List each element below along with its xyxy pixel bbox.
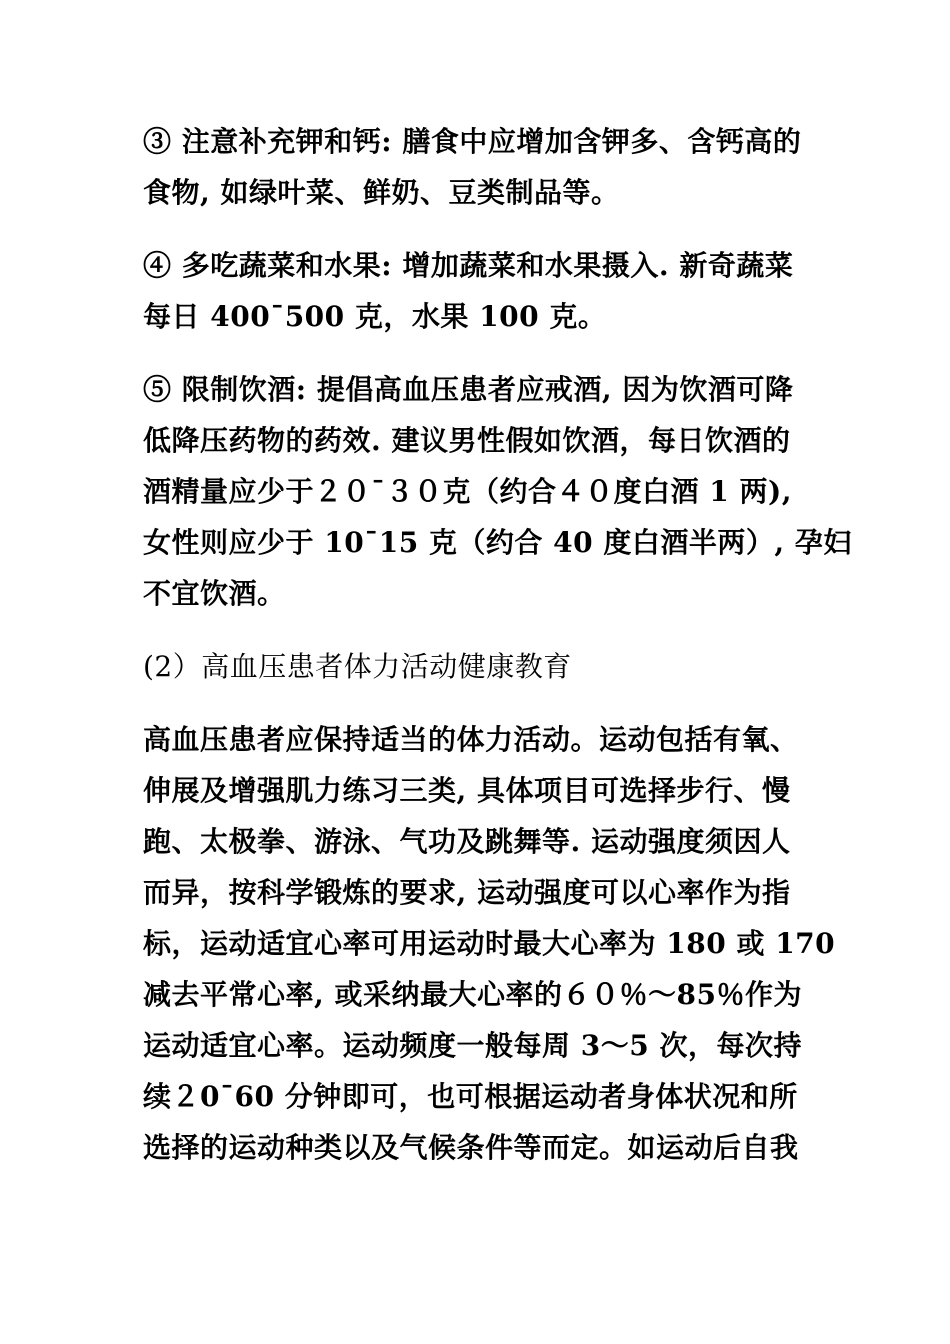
text-line: 伸展及增强肌力练习三类, 具体项目可选择步行、慢	[143, 774, 791, 807]
text-line: 高血压患者应保持适当的体力活动。运动包括有氧、	[143, 723, 799, 756]
text-line: 选择的运动种类以及气候条件等而定。如运动后自我	[143, 1131, 799, 1164]
text-line: 不宜饮酒。	[143, 577, 286, 610]
text-line: 运动适宜心率。运动频度一般每周 3～5 次，每次持	[143, 1029, 802, 1062]
text-line: 续２0¯60 分钟即可，也可根据运动者身体状况和所	[143, 1080, 798, 1113]
paragraph-physical-activity	[143, 714, 836, 1173]
section-heading	[143, 641, 808, 692]
text-line: 酒精量应少于２０¯３０克（约合４０度白酒 1 两),	[143, 475, 792, 508]
text-line: 减去平常心率, 或采纳最大心率的６０％～85％作为	[143, 978, 802, 1011]
text-line: 食物, 如绿叶菜、鲜奶、豆类制品等。	[143, 176, 620, 209]
text-line: ③ 注意补充钾和钙: 膳食中应增加含钾多、含钙高的	[143, 125, 802, 158]
text-line: 女性则应少于 10¯15 克（约合 40 度白酒半两）, 孕妇	[143, 526, 852, 559]
paragraph-vegetables-fruit	[143, 240, 808, 342]
text-line: ⑤ 限制饮酒: 提倡高血压患者应戒酒, 因为饮酒可降	[143, 373, 794, 406]
text-line: 每日 400¯500 克，水果 100 克。	[143, 300, 607, 333]
text-line: 跑、太极拳、游泳、气功及跳舞等. 运动强度须因人	[143, 825, 791, 858]
text-line: 低降压药物的药效. 建议男性假如饮酒，每日饮酒的	[143, 424, 791, 457]
document-page	[143, 116, 852, 1195]
text-line: ④ 多吃蔬菜和水果: 增加蔬菜和水果摄入. 新奇蔬菜	[143, 249, 794, 282]
paragraph-limit-alcohol	[143, 364, 852, 619]
text-line: 标，运动适宜心率可用运动时最大心率为 180 或 170	[143, 927, 836, 960]
section-heading-text: (2）高血压患者体力活动健康教育	[143, 650, 572, 683]
text-line: 而异，按科学锻炼的要求, 运动强度可以心率作为指	[143, 876, 791, 909]
paragraph-potassium-calcium	[143, 116, 808, 218]
